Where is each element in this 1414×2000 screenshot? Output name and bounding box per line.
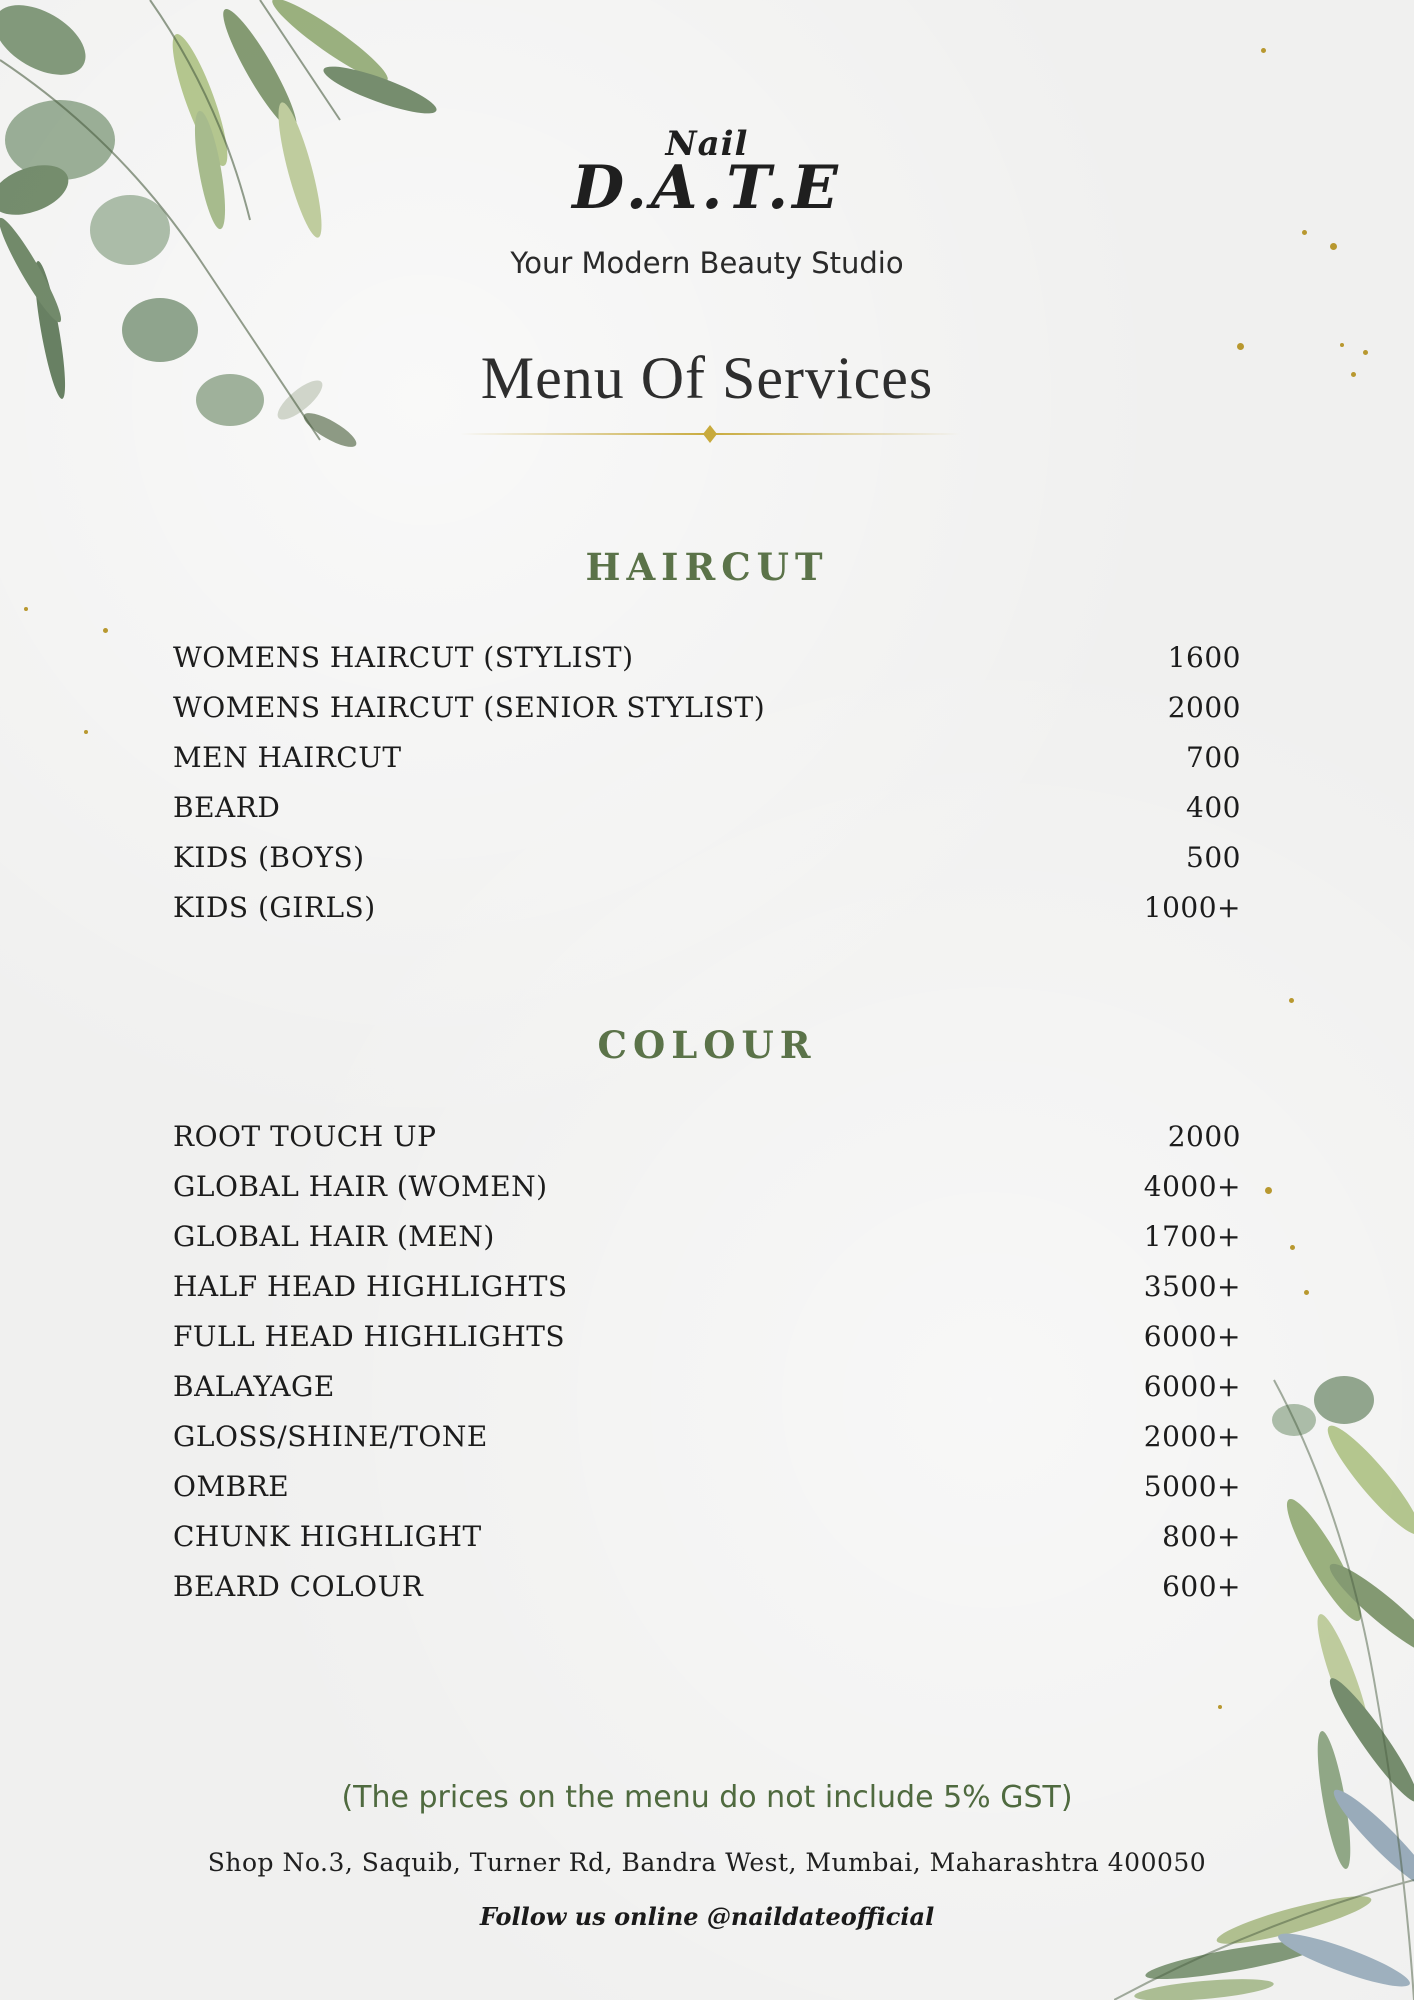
- service-list-haircut: [173, 641, 1241, 941]
- service-price: 6000+: [1143, 1320, 1241, 1353]
- service-price: 400: [1186, 791, 1241, 824]
- service-price: 2000: [1167, 691, 1241, 724]
- service-name: MEN HAIRCUT: [173, 741, 402, 774]
- service-name: KIDS (GIRLS): [173, 891, 376, 924]
- service-name: HALF HEAD HIGHLIGHTS: [173, 1270, 568, 1303]
- page-title: Menu Of Services: [480, 345, 934, 411]
- gold-speck: [1304, 1290, 1309, 1295]
- gst-note: (The prices on the menu do not include 5% GST): [341, 1780, 1073, 1815]
- service-row: [173, 641, 1241, 691]
- divider-diamond-icon: [460, 422, 960, 446]
- service-price: 2000+: [1143, 1420, 1241, 1453]
- service-row: [173, 1120, 1241, 1170]
- service-name: FULL HEAD HIGHLIGHTS: [173, 1320, 566, 1353]
- service-name: WOMENS HAIRCUT (STYLIST): [173, 641, 634, 674]
- section-title-colour: COLOUR: [597, 1023, 817, 1067]
- service-name: GLOBAL HAIR (WOMEN): [173, 1170, 548, 1203]
- service-price: 700: [1186, 741, 1241, 774]
- service-price: 1700+: [1143, 1220, 1241, 1253]
- service-name: GLOBAL HAIR (MEN): [173, 1220, 495, 1253]
- service-row: [173, 1570, 1241, 1620]
- service-price: 1600: [1167, 641, 1241, 674]
- service-row: [173, 1420, 1241, 1470]
- service-name: WOMENS HAIRCUT (SENIOR STYLIST): [173, 691, 766, 724]
- service-price: 500: [1186, 841, 1241, 874]
- logo-small-text: Nail: [665, 124, 749, 164]
- service-row: [173, 1370, 1241, 1420]
- service-row: [173, 1270, 1241, 1320]
- service-name: CHUNK HIGHLIGHT: [173, 1520, 482, 1553]
- gold-speck: [1218, 1705, 1222, 1709]
- service-row: [173, 741, 1241, 791]
- service-price: 6000+: [1143, 1370, 1241, 1403]
- service-row: [173, 1220, 1241, 1270]
- service-price: 4000+: [1143, 1170, 1241, 1203]
- service-row: [173, 891, 1241, 941]
- gold-speck: [1290, 1245, 1295, 1250]
- service-price: 3500+: [1143, 1270, 1241, 1303]
- service-row: [173, 1470, 1241, 1520]
- service-name: BALAYAGE: [173, 1370, 335, 1403]
- gold-speck: [1261, 48, 1266, 53]
- section-title-haircut: HAIRCUT: [585, 545, 829, 589]
- service-price: 2000: [1167, 1120, 1241, 1153]
- service-price: 600+: [1162, 1570, 1241, 1603]
- social-handle: Follow us online @naildateofficial: [479, 1902, 935, 1931]
- service-row: [173, 791, 1241, 841]
- service-name: KIDS (BOYS): [173, 841, 365, 874]
- tagline: Your Modern Beauty Studio: [510, 246, 904, 280]
- gold-speck: [103, 628, 108, 633]
- service-name: BEARD: [173, 791, 281, 824]
- service-name: OMBRE: [173, 1470, 290, 1503]
- service-name: BEARD COLOUR: [173, 1570, 424, 1603]
- service-price: 800+: [1162, 1520, 1241, 1553]
- service-row: [173, 1520, 1241, 1570]
- service-row: [173, 691, 1241, 741]
- service-price: 5000+: [1143, 1470, 1241, 1503]
- service-row: [173, 1170, 1241, 1220]
- service-price: 1000+: [1143, 891, 1241, 924]
- gold-speck: [1265, 1187, 1272, 1194]
- service-name: GLOSS/SHINE/TONE: [173, 1420, 488, 1453]
- gold-speck: [1302, 230, 1307, 235]
- service-name: ROOT TOUCH UP: [173, 1120, 437, 1153]
- service-row: [173, 841, 1241, 891]
- gold-speck: [1289, 998, 1294, 1003]
- service-list-colour: [173, 1120, 1241, 1620]
- gold-speck: [84, 730, 88, 734]
- gold-speck: [24, 607, 28, 611]
- logo-main-text: D.A.T.E: [572, 153, 842, 223]
- shop-address: Shop No.3, Saquib, Turner Rd, Bandra West, Mumbai, Maharashtra 400050: [207, 1848, 1207, 1877]
- service-row: [173, 1320, 1241, 1370]
